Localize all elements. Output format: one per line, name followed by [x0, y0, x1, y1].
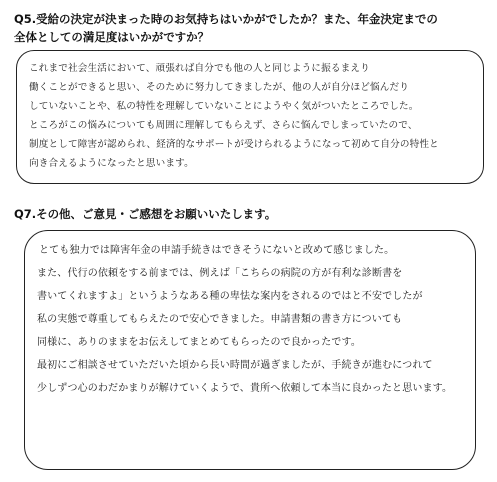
q5-answer-line-6: 向き合えるようになったと思います。: [29, 158, 194, 169]
q5-answer-box: [16, 50, 484, 184]
q5-question: [14, 10, 483, 46]
q7-answer-box: [24, 230, 476, 470]
q5-answer-line-2: 働くことができると思い、そのために努力してきましたが、他の人が自分ほど悩んだり: [29, 82, 410, 93]
q5-question-line-1: Q5.受給の決定が決まった時のお気持ちはいかがでしたか？また、年金決定までの: [14, 12, 438, 26]
q5-answer-line-1: これまで社会生活において、頑張れば自分でも他の人と同じように振るまえり: [29, 63, 370, 74]
q5-answer-line-3: していないことや、私の特性を理解していないことにようやく気がついたところでした。: [29, 101, 419, 112]
q7-answer-line-1: とても独力では障害年金の申請手続きはできそうにないと改めて感じました。: [39, 245, 395, 256]
q7-answer-line-6: 最初にご相談させていただいた頃から長い時間が過ぎましたが、手続きが進むにつれて: [37, 360, 433, 371]
q5-question-line-2: 全体としての満足度はいかがですか？: [14, 30, 210, 44]
q7-question: Q7.その他、ご意見・ご感想をお願いいたします。: [14, 207, 277, 221]
q5-answer-line-5: 制度として障害が認められ、経済的なサポートが受けられるようになって初めて自分の特性と: [29, 139, 439, 150]
q7-answer-line-2: また、代行の依頼をする前までは、例えば「こちらの病院の方が有利な診断書を: [37, 268, 403, 279]
q5-answer-line-4: ところがこの悩みについても周囲に理解してもらえず、さらに悩んでしまっていたので、: [29, 120, 418, 131]
q7-answer-line-5: 同様に、ありのままをお伝えしてまとめてもらったので良かったです。: [37, 337, 361, 348]
q7-answer-line-4: 私の実態で尊重してもらえたので安心できました。申請書類の書き方についても: [37, 314, 403, 325]
q7-answer-line-3: 書いてくれますよ」というようなある種の卑怯な案内をされるのではと不安でしたが: [37, 291, 423, 302]
q7-answer-line-7: 少しずつ心のわだかまりが解けていくようで、貴所へ依頼して本当に良かったと思います。: [37, 383, 453, 394]
